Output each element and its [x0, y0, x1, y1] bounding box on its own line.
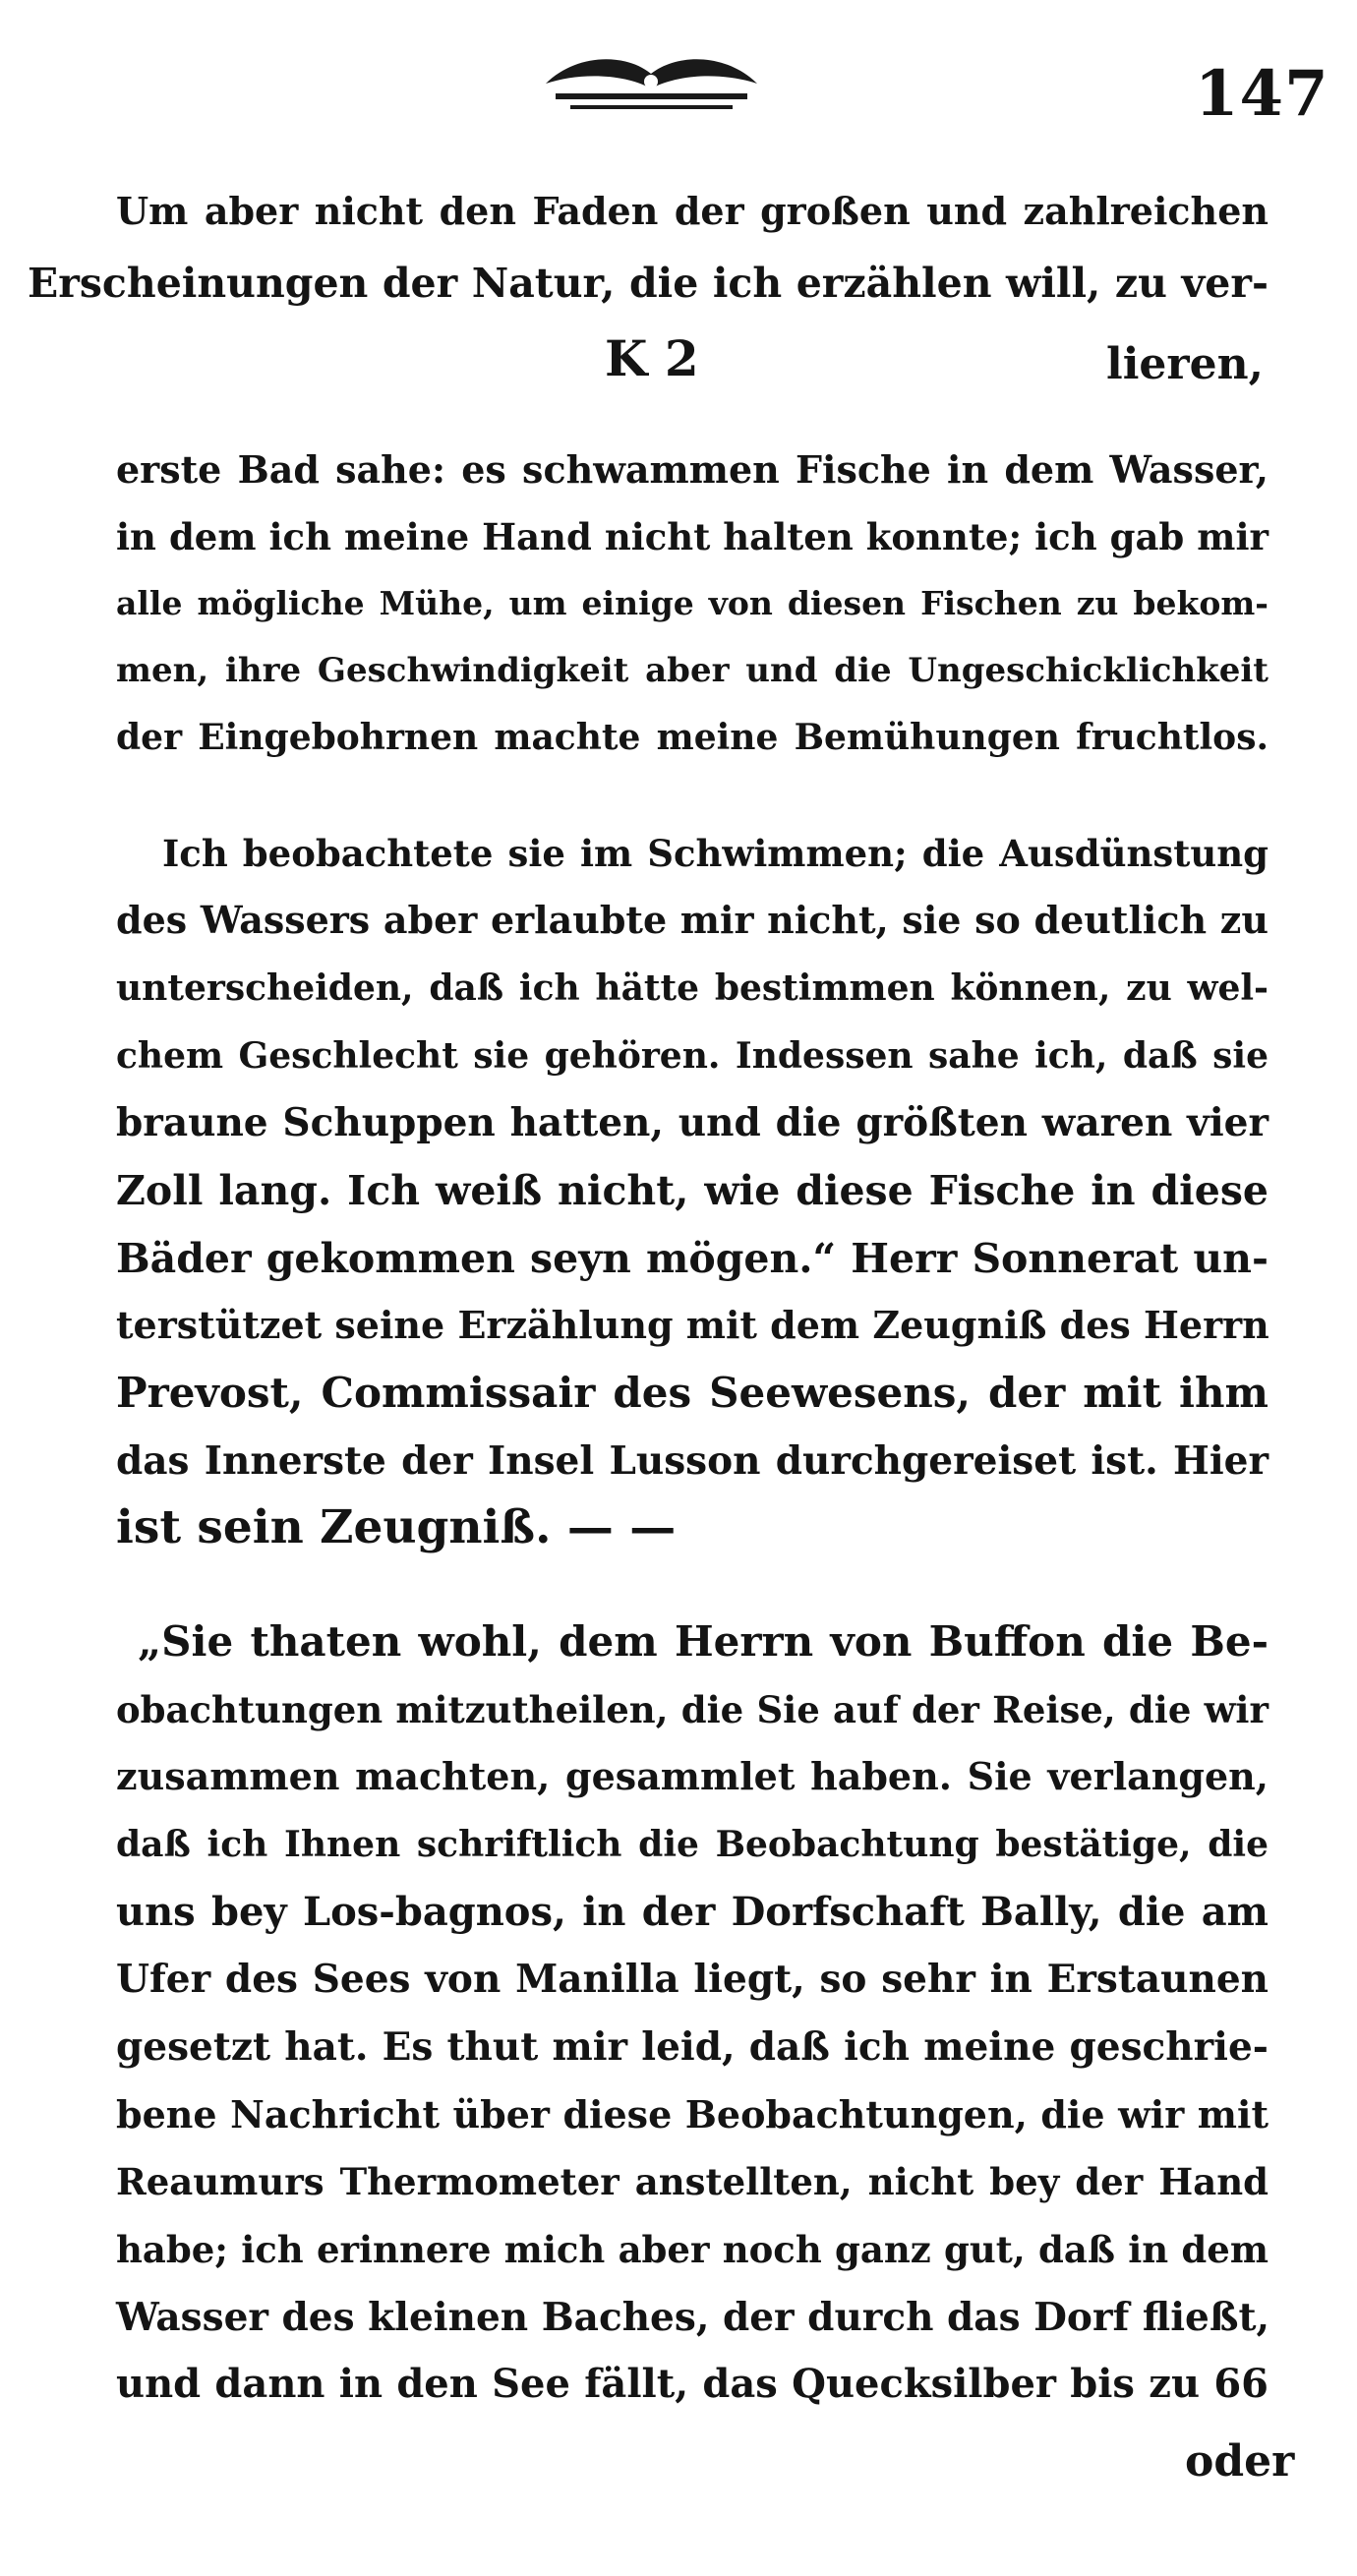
text-line: Prevost, Commissair des Seewesens, der mit ihm	[116, 1369, 1268, 1417]
text-line: terstützet seine Erzählung mit dem Zeugniß des Herrn	[116, 1303, 1269, 1347]
text-line: chem Geschlecht sie gehören. Indessen sahe ich, daß sie	[116, 1035, 1268, 1077]
text-line: men, ihre Geschwindigkeit aber und die Ungeschicklichkeit	[116, 651, 1268, 690]
text-line: und dann in den See fällt, das Quecksilber bis zu 66	[116, 2361, 1268, 2407]
text-line: uns bey Los-bagnos, in der Dorfschaft Bally, die am	[116, 1889, 1268, 1935]
text-line: Reaumurs Thermometer anstellten, nicht bey der Hand	[116, 2160, 1268, 2203]
text-line: Um aber nicht den Faden der großen und zahlreichen	[116, 189, 1268, 233]
text-line: des Wassers aber erlaubte mir nicht, sie so deutlich zu	[116, 898, 1268, 942]
text-line: obachtungen mitzutheilen, die Sie auf der Reise, die wir	[116, 1688, 1268, 1731]
text-line: daß ich Ihnen schriftlich die Beobachtung bestätige, die	[116, 1824, 1268, 1865]
text-line: braune Schuppen hatten, und die größten waren vier	[116, 1100, 1268, 1145]
text-line: alle mögliche Mühe, um einige von diesen Fischen zu bekom-	[116, 584, 1268, 622]
text-line: Bäder gekommen seyn mögen.“ Herr Sonnerat un-	[116, 1235, 1268, 1282]
page-number: 147	[1195, 57, 1329, 131]
text-line: „Sie thaten wohl, dem Herrn von Buffon die Be-	[138, 1617, 1268, 1666]
text-line: Wasser des kleinen Baches, der durch das Dorf fließt,	[116, 2295, 1270, 2340]
text-line: erste Bad sahe: es schwammen Fische in dem Wasser,	[116, 447, 1268, 492]
text-line: in dem ich meine Hand nicht halten konnte; ich gab mir	[116, 515, 1268, 558]
text-line: unterscheiden, daß ich hätte bestimmen können, zu wel-	[116, 967, 1268, 1009]
text-line: Erscheinungen der Natur, die ich erzählen will, zu ver-	[28, 260, 1268, 307]
text-line: Ufer des Sees von Manilla liegt, so sehr in Erstaunen	[116, 1957, 1268, 2002]
text-line: das Innerste der Insel Lusson durchgereiset ist. Hier	[116, 1438, 1268, 1484]
text-line: gesetzt hat. Es thut mir leid, daß ich meine geschrie-	[116, 2024, 1268, 2070]
text-line: ist sein Zeugniß. — —	[116, 1500, 677, 1554]
signature-mark: K 2	[605, 329, 699, 387]
ornament-vignette	[536, 44, 767, 123]
catchword: oder	[1185, 2436, 1295, 2487]
catchword: lieren,	[1106, 339, 1264, 389]
text-line: der Eingebohrnen machte meine Bemühungen fruchtlos.	[116, 717, 1268, 758]
text-line: zusammen machten, gesammlet haben. Sie verlangen,	[116, 1754, 1268, 1798]
text-line: habe; ich erinnere mich aber noch ganz gut, daß in dem	[116, 2228, 1268, 2271]
text-line: Ich beobachtete sie im Schwimmen; die Ausdünstung	[162, 832, 1268, 875]
text-line: bene Nachricht über diese Beobachtungen, die wir mit	[116, 2092, 1268, 2137]
text-line: Zoll lang. Ich weiß nicht, wie diese Fische in diese	[116, 1167, 1268, 1214]
